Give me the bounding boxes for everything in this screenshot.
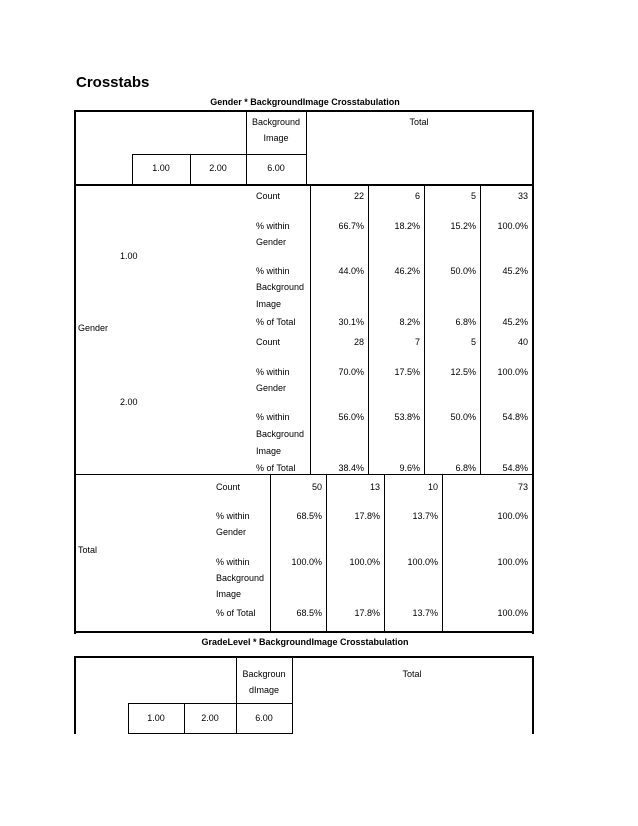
group-label: 2.00 [120, 397, 138, 407]
cell: 100.0% [497, 557, 528, 567]
cell: 45.2% [502, 317, 528, 327]
cell: 100.0% [497, 511, 528, 521]
row-variable-label: Gender [78, 323, 109, 333]
cell: 50 [311, 482, 322, 492]
cell: 33 [517, 191, 528, 201]
total-header: Total [402, 669, 422, 679]
col-value: 2.00 [209, 163, 227, 173]
cell: 46.2% [394, 266, 420, 276]
cell: 6.8% [455, 317, 476, 327]
cell: 100.0% [291, 557, 322, 567]
cell: 17.5% [394, 367, 420, 377]
cell: 68.5% [296, 511, 322, 521]
col-header-line2: dImage [248, 685, 280, 695]
cell: 53.8% [394, 412, 420, 422]
total-header: Total [409, 117, 429, 127]
cell: 28 [353, 337, 364, 347]
stat-label: Background [216, 573, 265, 583]
cell: 9.6% [399, 463, 420, 473]
cell: 6 [414, 191, 420, 201]
col-value: 1.00 [152, 163, 170, 173]
cell: 13 [369, 482, 380, 492]
stat-label: % of Total [216, 608, 256, 618]
col-header-line1: Backgroun [242, 669, 286, 679]
cell: 56.0% [338, 412, 364, 422]
cell: 73 [517, 482, 528, 492]
total-label: Total [78, 545, 98, 555]
cell: 30.1% [338, 317, 364, 327]
cell: 45.2% [502, 266, 528, 276]
col-header-line2: Image [263, 133, 289, 143]
col-value: 6.00 [255, 713, 273, 723]
cell: 66.7% [338, 221, 364, 231]
cell: 100.0% [349, 557, 380, 567]
cell: 6.8% [455, 463, 476, 473]
cell: 50.0% [450, 412, 476, 422]
cell: 17.8% [354, 608, 380, 618]
table-title: Gender * BackgroundImage Crosstabulation [210, 97, 400, 107]
stat-label: Count [256, 337, 281, 347]
stat-label: Image [256, 446, 282, 456]
stat-label: Background [256, 282, 305, 292]
cell: 22 [353, 191, 364, 201]
cell: 18.2% [394, 221, 420, 231]
cell: 15.2% [450, 221, 476, 231]
cell: 68.5% [296, 608, 322, 618]
stat-label: % within [256, 367, 290, 377]
col-value: 6.00 [267, 163, 285, 173]
stat-label: % of Total [256, 463, 296, 473]
cell: 54.8% [502, 412, 528, 422]
cell: 100.0% [497, 367, 528, 377]
stat-label: % within [216, 511, 250, 521]
stat-label: % within [256, 266, 290, 276]
stat-label: Gender [256, 383, 287, 393]
cell: 44.0% [338, 266, 364, 276]
stat-label: Gender [216, 527, 247, 537]
cell: 7 [414, 337, 420, 347]
stat-label: % within [216, 557, 250, 567]
stat-label: Image [256, 299, 282, 309]
group-label: 1.00 [120, 251, 138, 261]
cell: 5 [470, 337, 476, 347]
col-value: 1.00 [147, 713, 165, 723]
stat-label: % within [256, 221, 290, 231]
cell: 40 [517, 337, 528, 347]
cell: 100.0% [497, 608, 528, 618]
col-value: 2.00 [201, 713, 219, 723]
cell: 8.2% [399, 317, 420, 327]
stat-label: Count [256, 191, 281, 201]
stat-label: % of Total [256, 317, 296, 327]
stat-label: Count [216, 482, 241, 492]
page-heading: Crosstabs [76, 74, 150, 91]
stat-label: Gender [256, 237, 287, 247]
cell: 17.8% [354, 511, 380, 521]
stat-label: % within [256, 412, 290, 422]
cell: 50.0% [450, 266, 476, 276]
cell: 54.8% [502, 463, 528, 473]
cell: 12.5% [450, 367, 476, 377]
col-header-line1: Background [251, 117, 301, 127]
cell: 100.0% [407, 557, 438, 567]
cell: 70.0% [338, 367, 364, 377]
cell: 13.7% [412, 608, 438, 618]
cell: 13.7% [412, 511, 438, 521]
stat-label: Background [256, 429, 305, 439]
cell: 100.0% [497, 221, 528, 231]
table-title: GradeLevel * BackgroundImage Crosstabulation [201, 637, 409, 647]
cell: 5 [470, 191, 476, 201]
stat-label: Image [216, 589, 242, 599]
cell: 10 [427, 482, 438, 492]
cell: 38.4% [338, 463, 364, 473]
